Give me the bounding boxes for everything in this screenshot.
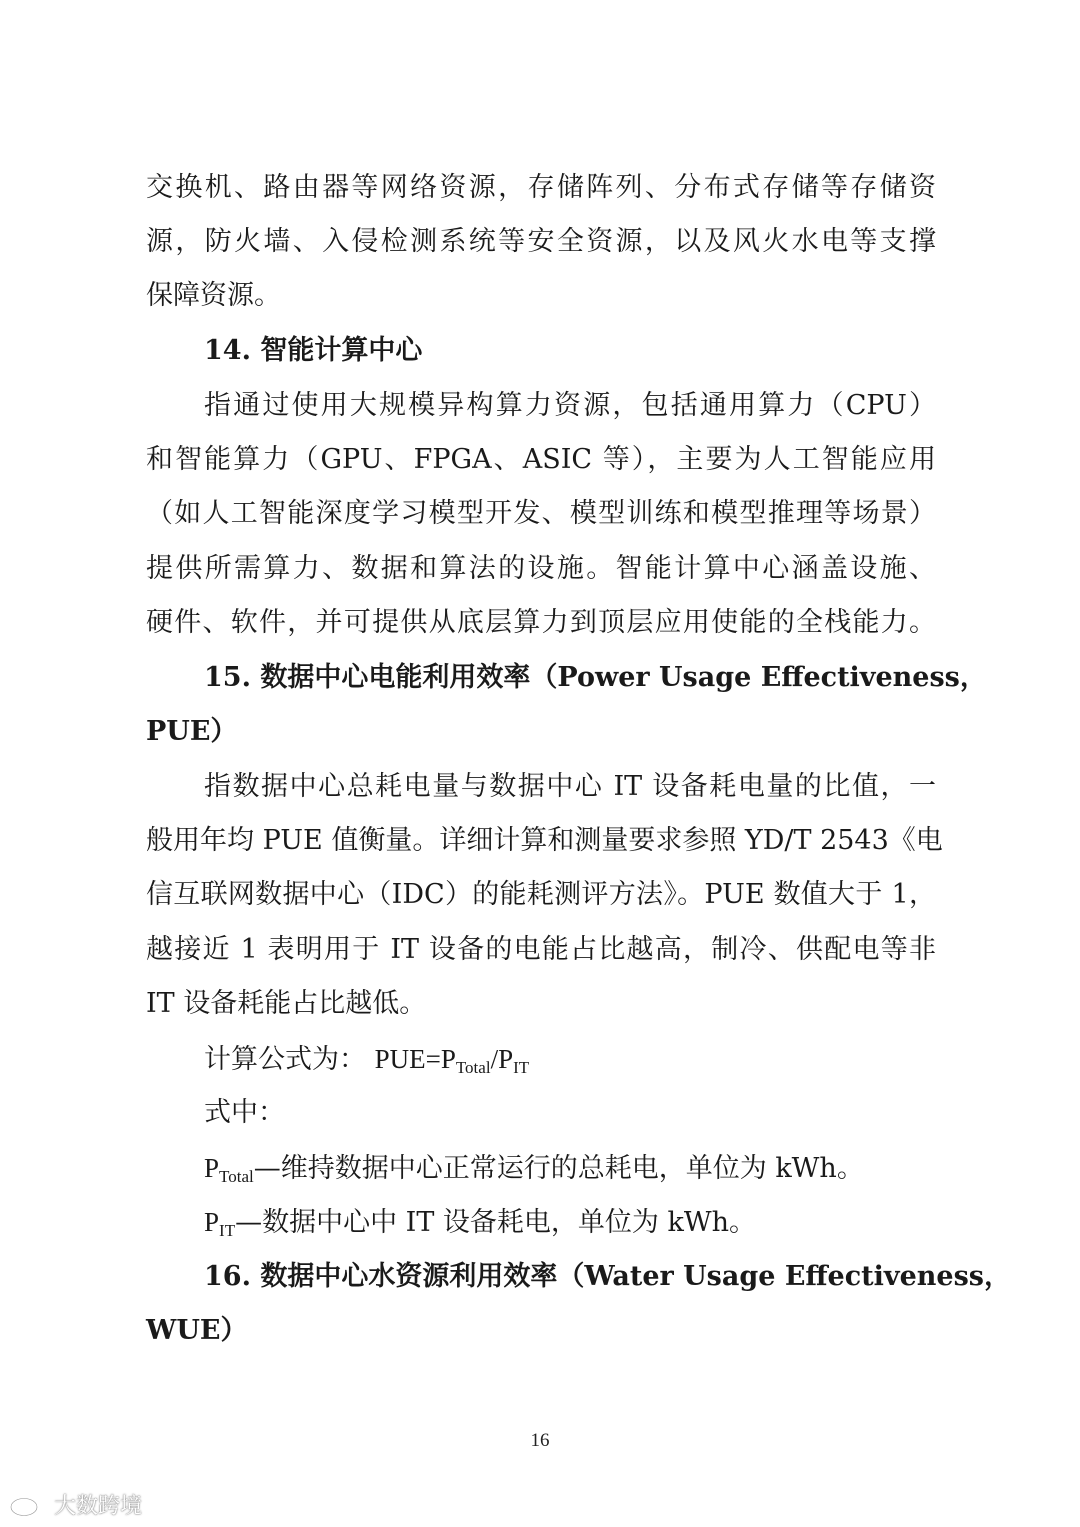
paragraph-line: 指数据中心总耗电量与数据中心 IT 设备耗电量的比值，一 xyxy=(204,771,936,802)
paragraph-line: 提供所需算力、数据和算法的设施。智能计算中心涵盖设施、 xyxy=(146,553,936,584)
section-heading-15-cont: PUE） xyxy=(146,716,238,747)
paragraph-line: 和智能算力（GPU、FPGA、ASIC 等），主要为人工智能应用 xyxy=(146,444,936,475)
paragraph-line: 越接近 1 表明用于 IT 设备的电能占比越高，制冷、供配电等非 xyxy=(146,934,936,965)
paragraph-line: 指通过使用大规模异构算力资源，包括通用算力（CPU） xyxy=(204,390,936,421)
paragraph-line: 般用年均 PUE 值衡量。详细计算和测量要求参照 YD/T 2543《电 xyxy=(146,825,943,856)
formula-label: 计算公式为： xyxy=(204,1044,366,1075)
paragraph-line: 保障资源。 xyxy=(146,280,281,311)
watermark xyxy=(8,1488,142,1520)
section-heading-15: 15. 数据中心电能利用效率（Power Usage Effectiveness， xyxy=(204,662,987,693)
paragraph-line: 信互联网数据中心（IDC）的能耗测评方法》。PUE 数值大于 1， xyxy=(146,879,936,910)
weibo-logo-icon xyxy=(8,1491,48,1517)
watermark-text: 大数跨境 xyxy=(54,1493,143,1519)
definition-pit: $P_{IT}—$数据中心中 IT 设备耗电，单位为 kWh。 xyxy=(204,1207,757,1240)
paragraph-line: IT 设备耗能占比越低。 xyxy=(146,988,427,1019)
paragraph-line: 源，防火墙、入侵检测系统等安全资源，以及风火水电等支撑 xyxy=(146,226,936,257)
paragraph-line: 硬件、软件，并可提供从底层算力到顶层应用使能的全栈能力。 xyxy=(146,607,936,638)
formula-line xyxy=(204,1039,936,1080)
formula: $PUE=P_{Total}/P_{IT}$ xyxy=(374,1044,530,1077)
section-heading-16: 16. 数据中心水资源利用效率（Water Usage Effectiveness， xyxy=(204,1261,1011,1292)
paragraph-line: （如人工智能深度学习模型开发、模型训练和模型推理等场景） xyxy=(146,498,936,529)
page-number: 16 xyxy=(530,1430,550,1451)
where-label: 式中： xyxy=(204,1097,285,1128)
section-heading-16-cont: WUE） xyxy=(146,1315,248,1346)
definition-ptotal: $P_{Total}—$维持数据中心正常运行的总耗电，单位为 kWh。 xyxy=(204,1153,864,1186)
paragraph-line: 交换机、路由器等网络资源，存储阵列、分布式存储等存储资 xyxy=(146,172,936,203)
section-heading-14: 14. 智能计算中心 xyxy=(204,335,423,366)
